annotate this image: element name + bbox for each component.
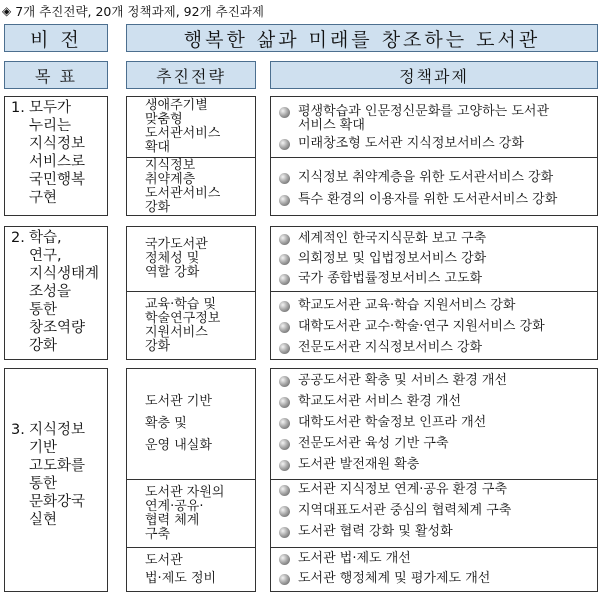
- task-text: 지식정보 취약계층을 위한 도서관서비스 강화: [298, 170, 554, 185]
- strategy-5: 도서관 기반 확충 및 운영 내실화: [145, 394, 212, 453]
- task-item: [271, 232, 597, 246]
- task-text: 전문도서관 육성 기반 구축: [298, 436, 449, 451]
- sphere-bullet-icon: [279, 254, 290, 265]
- sphere-bullet-icon: [279, 527, 290, 538]
- goal-header: 목 표: [4, 61, 108, 89]
- row-divider: [271, 291, 597, 292]
- task-item: [271, 252, 597, 266]
- sphere-bullet-icon: [279, 485, 290, 496]
- strategy-6: 도서관 자원의 연계·공유· 협력 체계 구축: [127, 479, 255, 547]
- sphere-bullet-icon: [279, 195, 290, 206]
- task-text: 의회정보 및 입법정보서비스 강화: [298, 251, 487, 266]
- strategy-3: 국가도서관 정체성 및 역할 강화: [145, 237, 208, 280]
- task-text: 대학도서관 학술정보 인프라 개선: [298, 415, 487, 430]
- sphere-bullet-icon: [279, 343, 290, 354]
- strategy-7: 도서관 법·제도 정비: [127, 547, 255, 591]
- task-text: 미래창조형 도서관 지식정보서비스 강화: [298, 136, 524, 151]
- row-divider: [271, 479, 597, 480]
- task-item: [271, 299, 597, 313]
- task-item: [271, 171, 597, 185]
- strategy-group-3: [126, 368, 256, 592]
- sphere-bullet-icon: [279, 439, 290, 450]
- task-header: 정책과제: [270, 61, 598, 89]
- strategy-group-1: [126, 96, 256, 216]
- sphere-bullet-icon: [279, 460, 290, 471]
- sphere-bullet-icon: [279, 397, 290, 408]
- goal-1-cell: [4, 96, 108, 216]
- sphere-bullet-icon: [279, 506, 290, 517]
- task-item: [271, 552, 597, 566]
- diamond-marker-icon: ◈: [2, 4, 12, 18]
- sphere-bullet-icon: [279, 301, 290, 312]
- task-item: [271, 458, 597, 472]
- task-item: [271, 193, 597, 207]
- task-item: [271, 483, 597, 497]
- strategy-1: 생애주기별 맞춤형 도서관서비스 확대: [145, 98, 221, 155]
- strategy-2: 지식정보 취약계층 도서관서비스 강화: [127, 157, 255, 215]
- task-text: 학교도서관 교육·학습 지원서비스 강화: [298, 298, 516, 313]
- task-text: 공공도서관 확충 및 서비스 환경 개선: [298, 373, 508, 388]
- task-text: 도서관 발전재원 확충: [298, 457, 420, 472]
- sphere-bullet-icon: [279, 139, 290, 150]
- task-item: [271, 572, 597, 586]
- strategy-4: 교육·학습 및 학술연구정보 지원서비스 강화: [127, 291, 255, 359]
- goal-number: 1.: [11, 100, 25, 116]
- goal-number: 3.: [11, 422, 25, 438]
- title-text: 7개 추진전략, 20개 정책과제, 92개 추진과제: [15, 4, 264, 19]
- goal-2-cell: [4, 226, 108, 360]
- task-text: 지역대표도서관 중심의 협력체계 구축: [298, 503, 512, 518]
- task-text: 특수 환경의 이용자를 위한 도서관서비스 강화: [298, 192, 558, 207]
- task-text: 도서관 행정체계 및 평가제도 개선: [298, 571, 491, 586]
- sphere-bullet-icon: [279, 574, 290, 585]
- task-item: [271, 525, 597, 539]
- task-item: [271, 374, 597, 388]
- sphere-bullet-icon: [279, 418, 290, 429]
- task-text: 국가 종합법률정보서비스 고도화: [298, 271, 483, 286]
- goal-text: 모두가 누리는 지식정보 서비스로 국민행복 구현: [29, 100, 86, 206]
- task-text: 학교도서관 서비스 환경 개선: [298, 394, 462, 409]
- sphere-bullet-icon: [279, 234, 290, 245]
- sphere-bullet-icon: [279, 554, 290, 565]
- sphere-bullet-icon: [279, 107, 290, 118]
- row-divider: [271, 157, 597, 158]
- task-item: [271, 504, 597, 518]
- vision-statement: 행복한 삶과 미래를 창조하는 도서관: [126, 24, 598, 52]
- task-group-2: [270, 226, 598, 360]
- task-text: 평생학습과 인문정신문화를 고양하는 도서관 서비스 확대: [298, 104, 549, 133]
- task-item: [271, 272, 597, 286]
- document-title: [0, 2, 400, 20]
- task-group-3: [270, 368, 598, 592]
- task-item: [271, 395, 597, 409]
- task-item: [271, 437, 597, 451]
- task-group-1: [270, 96, 598, 216]
- task-text: 세계적인 한국지식문화 보고 구축: [298, 231, 487, 246]
- sphere-bullet-icon: [279, 274, 290, 285]
- task-item: [271, 320, 597, 334]
- strategy-header: 추진전략: [126, 61, 256, 89]
- task-text: 도서관 법·제도 개선: [298, 551, 411, 566]
- task-item: [271, 341, 597, 355]
- goal-3-cell: [4, 368, 108, 592]
- task-text: 전문도서관 지식정보서비스 강화: [298, 340, 483, 355]
- task-text: 도서관 협력 강화 및 활성화: [298, 524, 453, 539]
- goal-text: 지식정보 기반 고도화를 통한 문화강국 실현: [29, 422, 86, 528]
- goal-text: 학습, 연구, 지식생태계 조성을 통한 창조역량 강화: [29, 230, 100, 354]
- task-text: 도서관 지식정보 연계·공유 환경 구축: [298, 482, 508, 497]
- sphere-bullet-icon: [279, 376, 290, 387]
- task-item: [271, 137, 597, 151]
- task-text: 대학도서관 교수·학술·연구 지원서비스 강화: [298, 319, 545, 334]
- sphere-bullet-icon: [279, 322, 290, 333]
- strategy-group-2: [126, 226, 256, 360]
- task-item: [271, 416, 597, 430]
- goal-number: 2.: [11, 230, 25, 246]
- row-divider: [271, 547, 597, 548]
- task-item: [271, 105, 597, 133]
- vision-label: 비 전: [4, 24, 108, 52]
- sphere-bullet-icon: [279, 173, 290, 184]
